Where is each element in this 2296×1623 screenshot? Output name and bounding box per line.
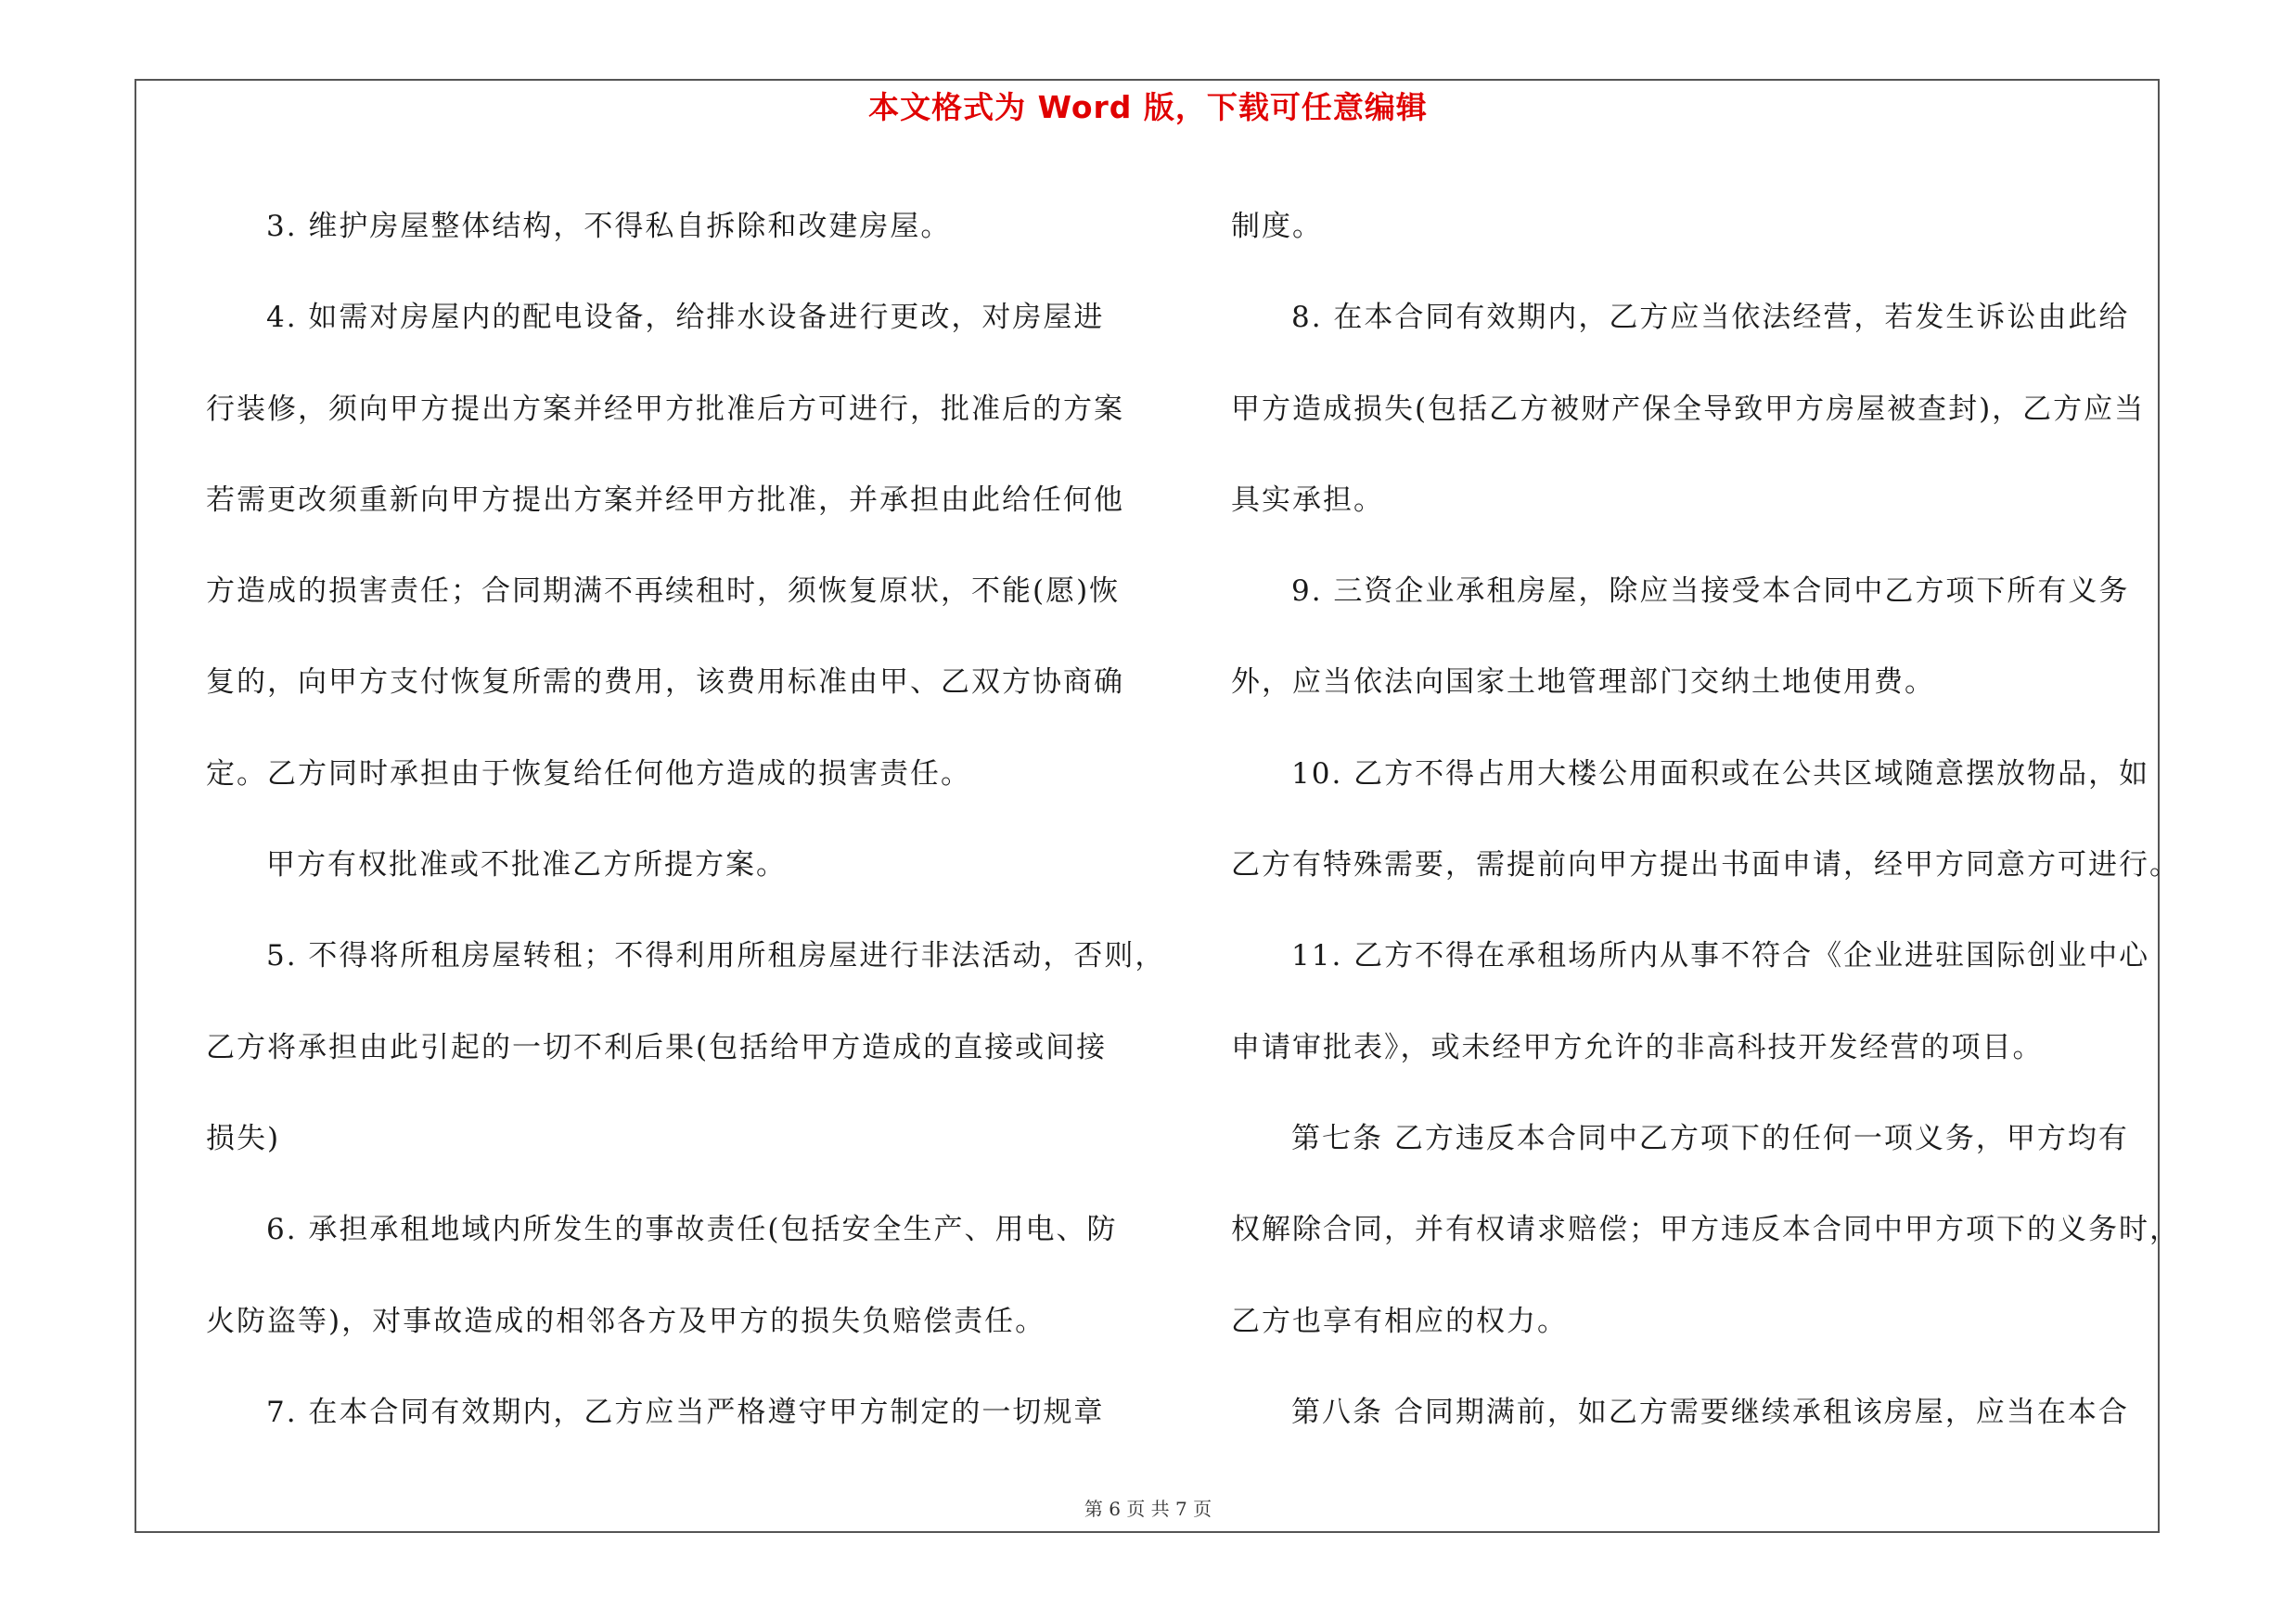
text-line: 第八条 合同期满前，如乙方需要继续承租该房屋，应当在本合: [1291, 1395, 2129, 1429]
text-line: 外，应当依法向国家土地管理部门交纳土地使用费。: [1231, 665, 1935, 700]
text-line: 4. 如需对房屋内的配电设备，给排水设备进行更改，对房屋进: [266, 301, 1105, 335]
text-line: 乙方将承担由此引起的一切不利后果(包括给甲方造成的直接或间接: [206, 1030, 1108, 1064]
text-line: 7. 在本合同有效期内，乙方应当严格遵守甲方制定的一切规章: [266, 1395, 1105, 1429]
text-line: 8. 在本合同有效期内，乙方应当依法经营，若发生诉讼由此给: [1291, 301, 2130, 335]
text-line: 乙方有特殊需要，需提前向甲方提出书面申请，经甲方同意方可进行。: [1231, 848, 2180, 882]
text-line: 第七条 乙方违反本合同中乙方项下的任何一项义务，甲方均有: [1291, 1121, 2129, 1155]
text-line: 损失): [206, 1121, 281, 1155]
left-text-column: [206, 181, 1166, 1458]
text-line: 9. 三资企业承租房屋，除应当接受本合同中乙方项下所有义务: [1291, 574, 2130, 609]
word-format-banner: 本文格式为 Word 版，下载可任意编辑: [868, 89, 1428, 125]
page-number-footer: 第 6 页 共 7 页: [1084, 1498, 1212, 1520]
text-line: 10. 乙方不得占用大楼公用面积或在公共区域随意摆放物品，如: [1291, 756, 2150, 791]
text-line: 火防盗等)，对事故造成的相邻各方及甲方的损失负赔偿责任。: [206, 1304, 1046, 1338]
text-line: 甲方有权批准或不批准乙方所提方案。: [266, 848, 787, 882]
text-line: 5. 不得将所租房屋转租；不得利用所租房屋进行非法活动，否则，: [266, 939, 1166, 973]
text-line: 11. 乙方不得在承租场所内从事不符合《企业进驻国际创业中心: [1291, 939, 2150, 973]
text-line: 具实承担。: [1231, 483, 1384, 517]
text-line: 6. 承担承租地域内所发生的事故责任(包括安全生产、用电、防: [266, 1213, 1118, 1247]
text-line: 定。乙方同时承担由于恢复给任何他方造成的损害责任。: [206, 756, 971, 791]
text-line: 若需更改须重新向甲方提出方案并经甲方批准，并承担由此给任何他: [206, 483, 1124, 517]
right-text-column: [1231, 181, 2180, 1458]
text-line: 制度。: [1231, 210, 1323, 243]
text-line: 乙方也享有相应的权力。: [1231, 1304, 1568, 1338]
text-line: 甲方造成损失(包括乙方被财产保全导致甲方房屋被查封)，乙方应当: [1231, 392, 2146, 426]
text-line: 权解除合同，并有权请求赔偿；甲方违反本合同中甲方项下的义务时，: [1231, 1213, 2180, 1247]
text-line: 3. 维护房屋整体结构，不得私自拆除和改建房屋。: [266, 210, 952, 243]
text-line: 复的，向甲方支付恢复所需的费用，该费用标准由甲、乙双方协商确: [206, 665, 1124, 700]
text-line: 申请审批表》，或未经甲方允许的非高科技开发经营的项目。: [1231, 1030, 2044, 1064]
text-line: 方造成的损害责任；合同期满不再续租时，须恢复原状，不能(愿)恢: [206, 574, 1121, 609]
text-line: 行装修，须向甲方提出方案并经甲方批准后方可进行，批准后的方案: [206, 392, 1124, 426]
